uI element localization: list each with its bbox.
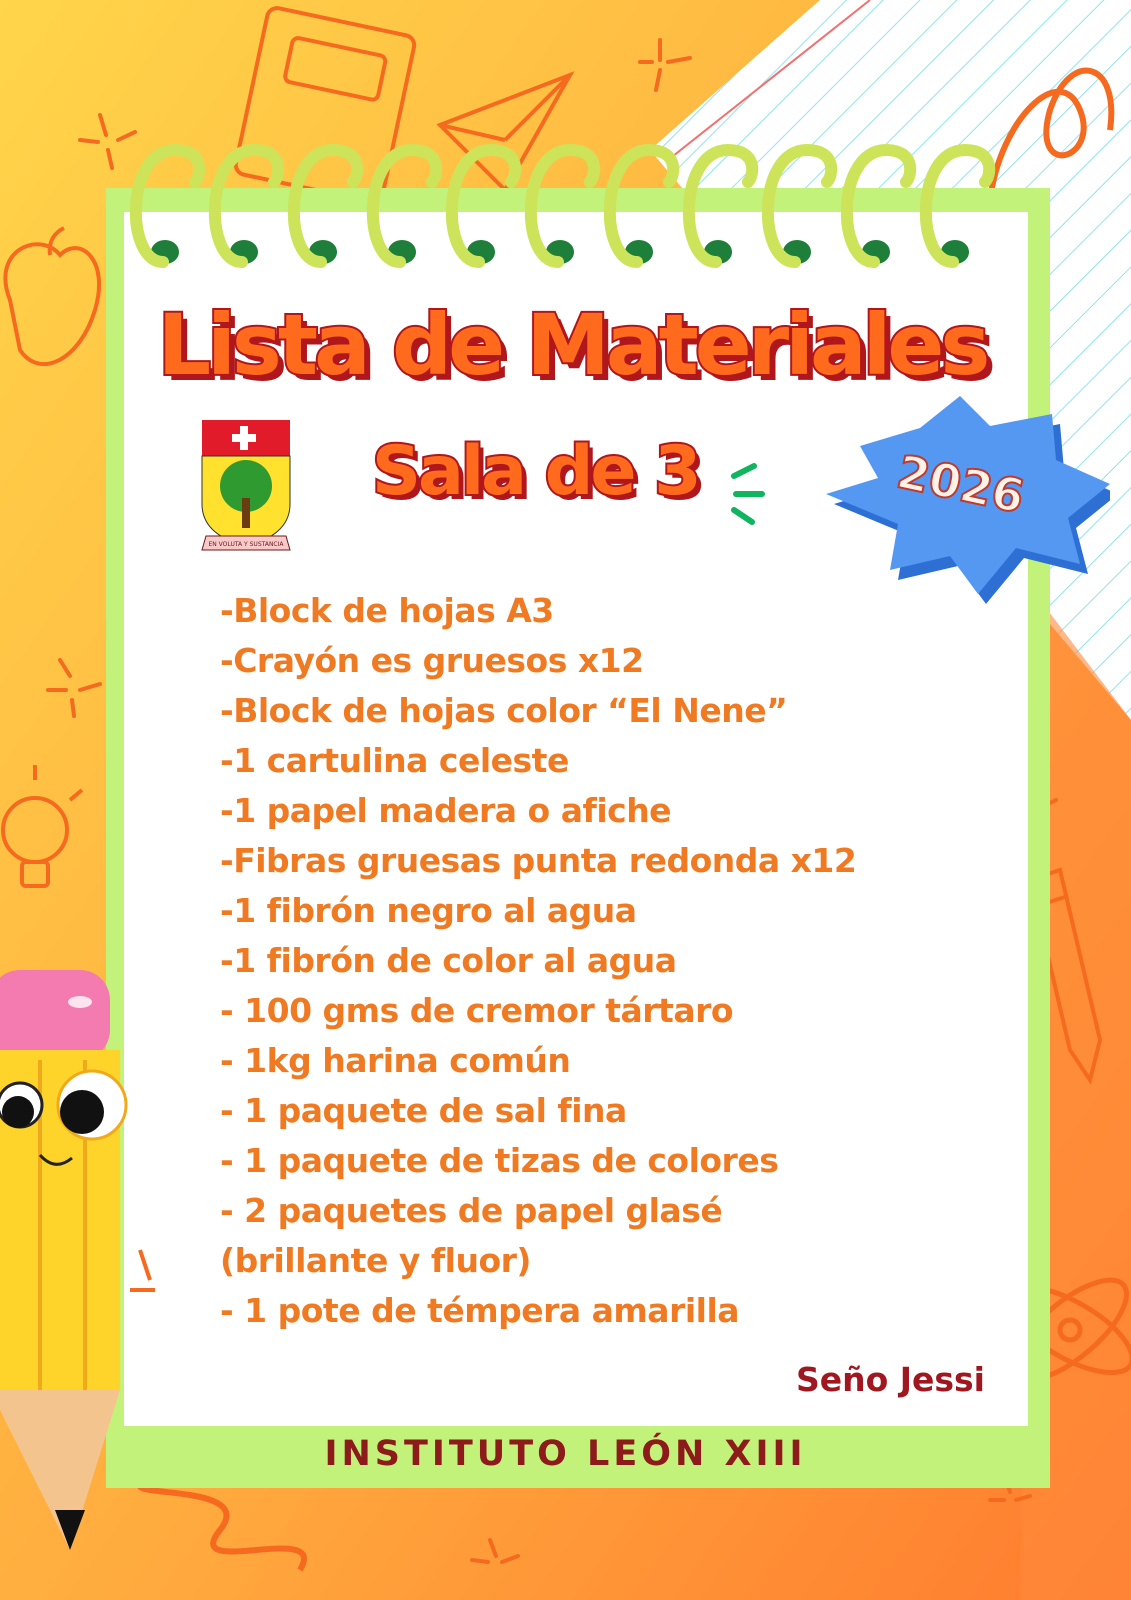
year-badge xyxy=(820,388,1110,606)
material-item: -1 cartulina celeste xyxy=(220,741,569,780)
material-item: - 100 gms de cremor tártaro xyxy=(220,991,734,1030)
material-item: -Block de hojas color “El Nene” xyxy=(220,691,788,730)
material-item: -1 fibrón de color al agua xyxy=(220,941,677,980)
sparkle-icon xyxy=(728,462,768,528)
year-label: 2026 xyxy=(892,444,1030,524)
material-item: - 1 paquete de tizas de colores xyxy=(220,1141,779,1180)
teacher-signature: Seño Jessi xyxy=(795,1360,985,1399)
material-item: - 2 paquetes de papel glasé xyxy=(220,1191,723,1230)
materials-list xyxy=(220,586,856,1336)
material-item: -Block de hojas A3 xyxy=(220,591,554,630)
page-title: Lista de Materiales xyxy=(157,296,987,394)
school-name: INSTITUTO LEÓN XIII xyxy=(324,1434,807,1474)
crest-motto: EN VOLUTA Y SUSTANCIA xyxy=(208,541,284,548)
material-item: -1 fibrón negro al agua xyxy=(220,891,637,930)
material-item: - 1 paquete de sal fina xyxy=(220,1091,627,1130)
material-item: - 1 pote de témpera amarilla xyxy=(220,1291,740,1330)
page-subtitle: Sala de 3 xyxy=(372,432,699,511)
material-item: -Fibras gruesas punta redonda x12 xyxy=(220,841,857,880)
material-item: -1 papel madera o afiche xyxy=(220,791,672,830)
school-crest-logo xyxy=(200,418,296,558)
material-item: -Crayón es gruesos x12 xyxy=(220,641,644,680)
material-item: - 1kg harina común xyxy=(220,1041,571,1080)
material-item: (brillante y fluor) xyxy=(220,1241,532,1280)
pencil-character xyxy=(0,950,200,1590)
